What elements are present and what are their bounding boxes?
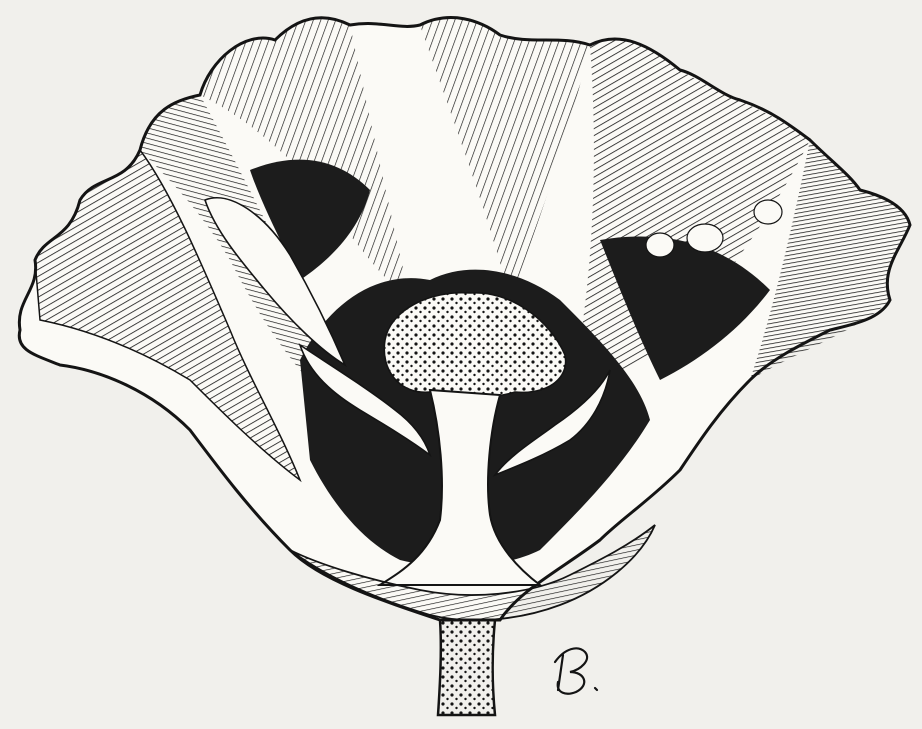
- artist-signature: [555, 648, 597, 693]
- stem: [438, 620, 495, 715]
- rim-highlight-3: [754, 200, 782, 224]
- rim-highlight-2: [646, 233, 674, 257]
- rim-highlight-1: [687, 224, 723, 252]
